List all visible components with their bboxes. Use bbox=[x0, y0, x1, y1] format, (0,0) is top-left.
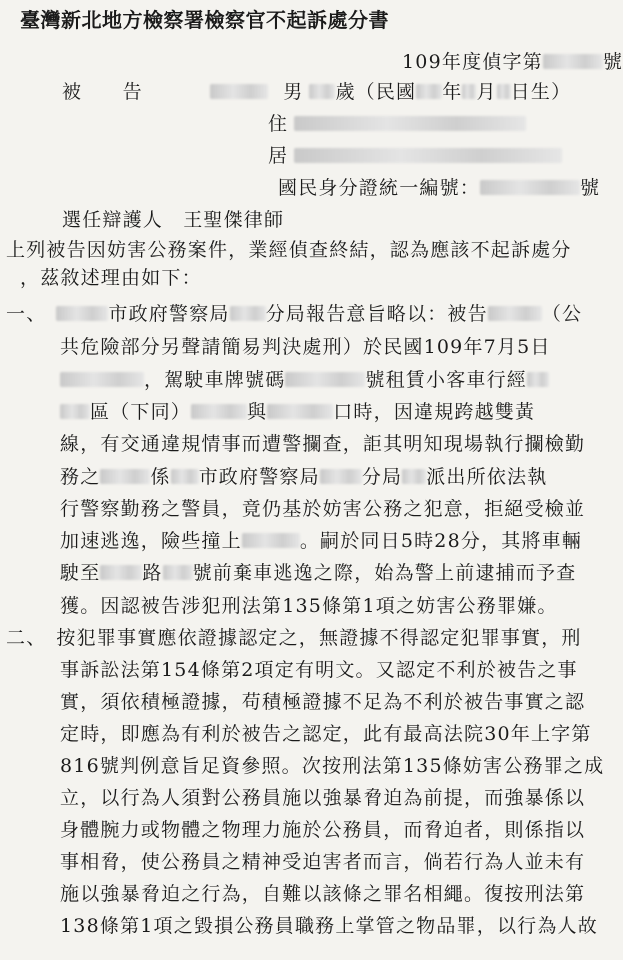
redaction bbox=[497, 84, 511, 99]
redaction bbox=[56, 306, 108, 321]
redaction bbox=[100, 469, 150, 484]
redaction bbox=[402, 469, 426, 484]
section-1-line: 務之 係 市政府警察局 分局 派出所依法執 bbox=[60, 466, 548, 488]
intro-line: 上列被告因妨害公務案件，業經偵查終結，認為應該不起訴處分 bbox=[6, 239, 572, 261]
section-1-line: 線，有交通違規情事而遭警攔查，詎其明知現場執行攔檢勤 bbox=[60, 433, 586, 455]
redaction bbox=[191, 404, 247, 419]
defendant-residence: 居 bbox=[268, 144, 562, 168]
redaction bbox=[60, 372, 144, 387]
section-2-line: 身體腕力或物體之物理力施於公務員，而脅迫者，則係指以 bbox=[60, 819, 586, 841]
redaction bbox=[527, 372, 549, 387]
defendant-id: 國民身分證統一編號： 號 bbox=[278, 177, 601, 199]
section-1-line: 一、 市政府警察局 分局報告意旨略以：被告 （公 bbox=[6, 303, 583, 325]
section-1-line: 區（下同） 與 口時，因違規跨越雙黃 bbox=[60, 400, 535, 424]
redaction bbox=[294, 148, 562, 163]
redaction bbox=[309, 84, 335, 99]
section-2-line: 816號判例意旨足資參照。次按刑法第135條妨害公務罪之成 bbox=[60, 755, 605, 777]
case-number: 109年度偵字第 號 bbox=[402, 51, 623, 73]
redaction bbox=[480, 180, 580, 195]
section-2-line: 實，須依積極證據，苟積極證據不足為不利於被告事實之認 bbox=[60, 691, 586, 713]
redaction bbox=[488, 306, 542, 321]
document-title: 臺灣新北地方檢察署檢察官不起訴處分書 bbox=[20, 8, 389, 32]
redaction bbox=[210, 84, 268, 99]
section-marker: 二、 bbox=[6, 627, 47, 649]
redaction bbox=[100, 565, 142, 580]
redaction bbox=[60, 404, 90, 419]
redaction bbox=[242, 533, 300, 548]
section-2-line: 138條第1項之毀損公務員職務上掌管之物品罪，以行為人故 bbox=[60, 915, 598, 937]
defendant-address: 住 bbox=[268, 112, 526, 136]
section-1-line: ，駕駛車牌號碼 號租賃小客車行經 bbox=[60, 368, 549, 392]
section-2-line: 事訴訟法第154條第2項定有明文。又認定不利於被告之事 bbox=[60, 659, 578, 681]
defendant-label: 被 告 bbox=[62, 81, 143, 103]
redaction bbox=[285, 372, 365, 387]
section-1-line: 獲。因認被告涉犯刑法第135條第1項之妨害公務罪嫌。 bbox=[60, 595, 558, 617]
section-1-line: 加速逃逸，險些撞上 。嗣於同日5時28分，其將車輛 bbox=[60, 530, 583, 552]
redaction bbox=[294, 116, 526, 131]
section-2-line: 二、 按犯罪事實應依證據認定之，無證據不得認定犯罪事實，刑 bbox=[6, 627, 582, 649]
defendant-info: 男 歲（民國 年 月 日生） bbox=[210, 80, 571, 104]
redaction bbox=[320, 469, 362, 484]
section-2-line: 立，以行為人須對公務員施以強暴脅迫為前提，而強暴係以 bbox=[60, 787, 586, 809]
section-marker: 一、 bbox=[6, 303, 47, 325]
redaction bbox=[462, 84, 476, 99]
defense-counsel: 選任辯護人 王聖傑律師 bbox=[62, 209, 285, 231]
redaction bbox=[163, 565, 193, 580]
redaction bbox=[416, 84, 442, 99]
section-1-line: 駛至 路 號前棄車逃逸之際，始為警上前逮捕而予查 bbox=[60, 562, 577, 584]
section-2-line: 定時，即應為有利於被告之認定，此有最高法院30年上字第 bbox=[60, 723, 592, 745]
redaction bbox=[267, 404, 333, 419]
section-1-line: 共危險部分另聲請簡易判決處刑）於民國109年7月5日 bbox=[60, 336, 551, 358]
redaction bbox=[543, 54, 603, 69]
redaction bbox=[171, 469, 199, 484]
section-2-line: 施以強暴脅迫之行為，自難以該條之罪名相繩。復按刑法第 bbox=[60, 883, 586, 905]
section-2-line: 事相脅，使公務員之精神受迫害者而言，倘若行為人並未有 bbox=[60, 851, 586, 873]
section-1-line: 行警察勤務之警員，竟仍基於妨害公務之犯意，拒絕受檢並 bbox=[60, 498, 586, 520]
redaction bbox=[230, 306, 266, 321]
intro-line: ，茲敘述理由如下： bbox=[20, 267, 202, 289]
